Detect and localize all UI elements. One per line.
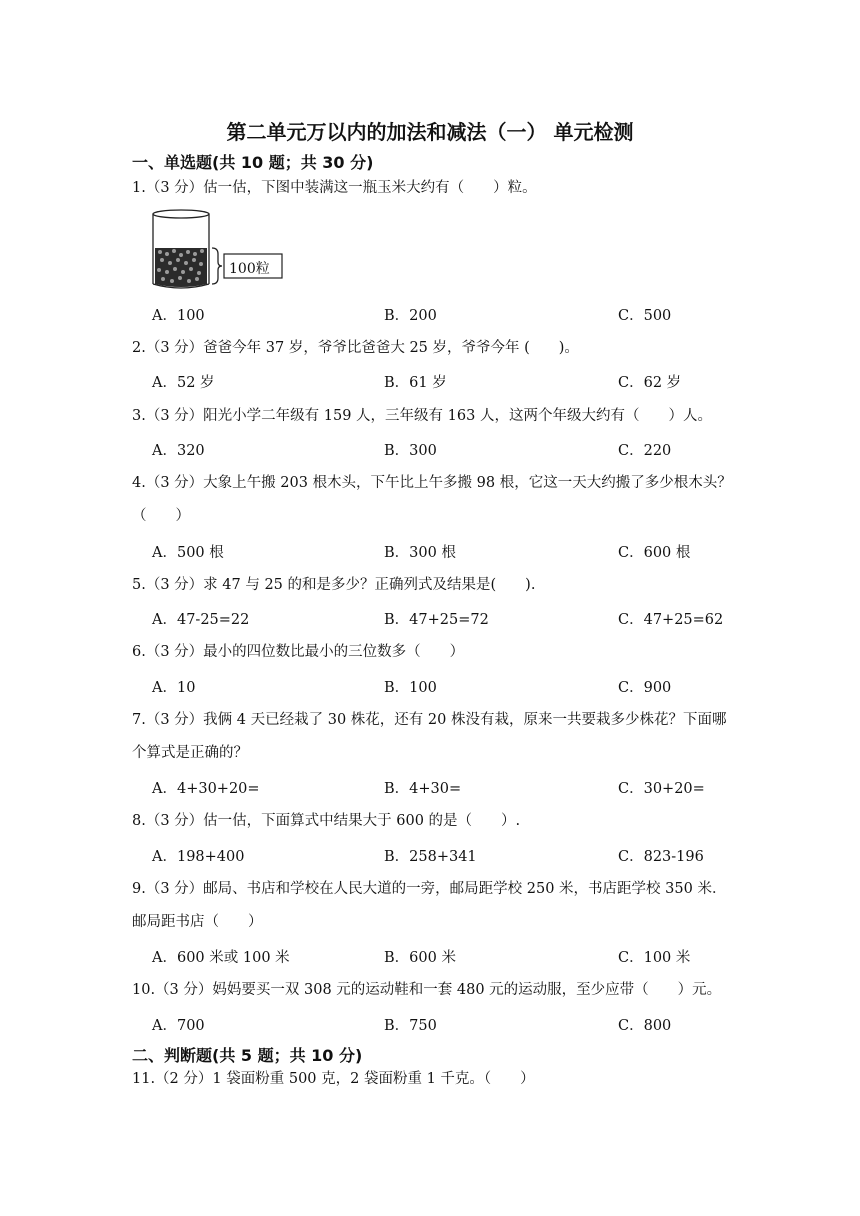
option-b[interactable]: B．600 米 xyxy=(384,950,456,966)
question-5: 5.（3 分）求 47 与 25 的和是多少？正确列式及结果是( ). xyxy=(132,577,536,593)
option-a[interactable]: A．500 根 xyxy=(152,545,224,561)
option-c[interactable]: C．62 岁 xyxy=(618,375,682,391)
option-c[interactable]: C．800 xyxy=(618,1018,672,1034)
question-10: 10.（3 分）妈妈要买一双 308 元的运动鞋和一套 480 元的运动服，至少应带（ ）元。 xyxy=(132,982,722,998)
question-8: 8.（3 分）估一估，下面算式中结果大于 600 的是（ ）. xyxy=(132,813,521,829)
option-b[interactable]: B．300 xyxy=(384,443,437,459)
option-b[interactable]: B．4+30= xyxy=(384,781,462,797)
option-c[interactable]: C．30+20= xyxy=(618,781,705,797)
question-9: 9.（3 分）邮局、书店和学校在人民大道的一旁，邮局距学校 250 米，书店距学校 350 米．邮局距书店（ ） xyxy=(132,881,727,930)
corn-jar-icon xyxy=(150,208,290,292)
option-c[interactable]: C．100 米 xyxy=(618,950,691,966)
option-a[interactable]: A．10 xyxy=(152,680,196,696)
figure-label: 100粒 xyxy=(229,261,270,277)
option-c[interactable]: C．823-196 xyxy=(618,849,704,865)
question-2: 2.（3 分）爸爸今年 37 岁，爷爷比爸爸大 25 岁，爷爷今年 ( )。 xyxy=(132,340,579,356)
option-a[interactable]: A．52 岁 xyxy=(152,375,215,391)
question-1: 1.（3 分）估一估，下图中装满这一瓶玉米大约有（ ）粒。 xyxy=(132,180,537,196)
option-b[interactable]: B．200 xyxy=(384,308,437,324)
option-b[interactable]: B．258+341 xyxy=(384,849,477,865)
option-c[interactable]: C．600 根 xyxy=(618,545,691,561)
option-b[interactable]: B．300 根 xyxy=(384,545,456,561)
option-b[interactable]: B．100 xyxy=(384,680,437,696)
question-3: 3.（3 分）阳光小学二年级有 159 人，三年级有 163 人，这两个年级大约有（ ）人。 xyxy=(132,408,712,424)
option-c[interactable]: C．900 xyxy=(618,680,672,696)
option-a[interactable]: A．600 米或 100 米 xyxy=(152,950,290,966)
section-heading-single-choice: 一、单选题(共 10 题；共 30 分) xyxy=(132,153,374,172)
option-c[interactable]: C．500 xyxy=(618,308,672,324)
option-c[interactable]: C．220 xyxy=(618,443,672,459)
option-b[interactable]: B．61 岁 xyxy=(384,375,447,391)
corn-jar-figure xyxy=(150,208,290,292)
option-a[interactable]: A．47-25=22 xyxy=(152,612,250,628)
question-11: 11.（2 分）1 袋面粉重 500 克，2 袋面粉重 1 千克。（ ） xyxy=(132,1071,535,1087)
question-7: 7.（3 分）我俩 4 天已经栽了 30 株花，还有 20 株没有栽，原来一共要栽多少株花？下面哪个算式是正确的？ xyxy=(132,712,727,761)
option-b[interactable]: B．47+25=72 xyxy=(384,612,489,628)
option-a[interactable]: A．198+400 xyxy=(152,849,245,865)
option-a[interactable]: A．700 xyxy=(152,1018,205,1034)
question-6: 6.（3 分）最小的四位数比最小的三位数多（ ） xyxy=(132,644,465,660)
option-c[interactable]: C．47+25=62 xyxy=(618,612,724,628)
option-a[interactable]: A．4+30+20= xyxy=(152,781,260,797)
option-a[interactable]: A．100 xyxy=(152,308,205,324)
page-title: 第二单元万以内的加法和减法（一） 单元检测 xyxy=(226,120,634,144)
option-b[interactable]: B．750 xyxy=(384,1018,437,1034)
option-a[interactable]: A．320 xyxy=(152,443,205,459)
question-4: 4.（3 分）大象上午搬 203 根木头，下午比上午多搬 98 根，它这一天大约搬了多少根木头？（ ） xyxy=(132,475,732,524)
section-heading-true-false: 二、判断题(共 5 题；共 10 分) xyxy=(132,1046,363,1065)
